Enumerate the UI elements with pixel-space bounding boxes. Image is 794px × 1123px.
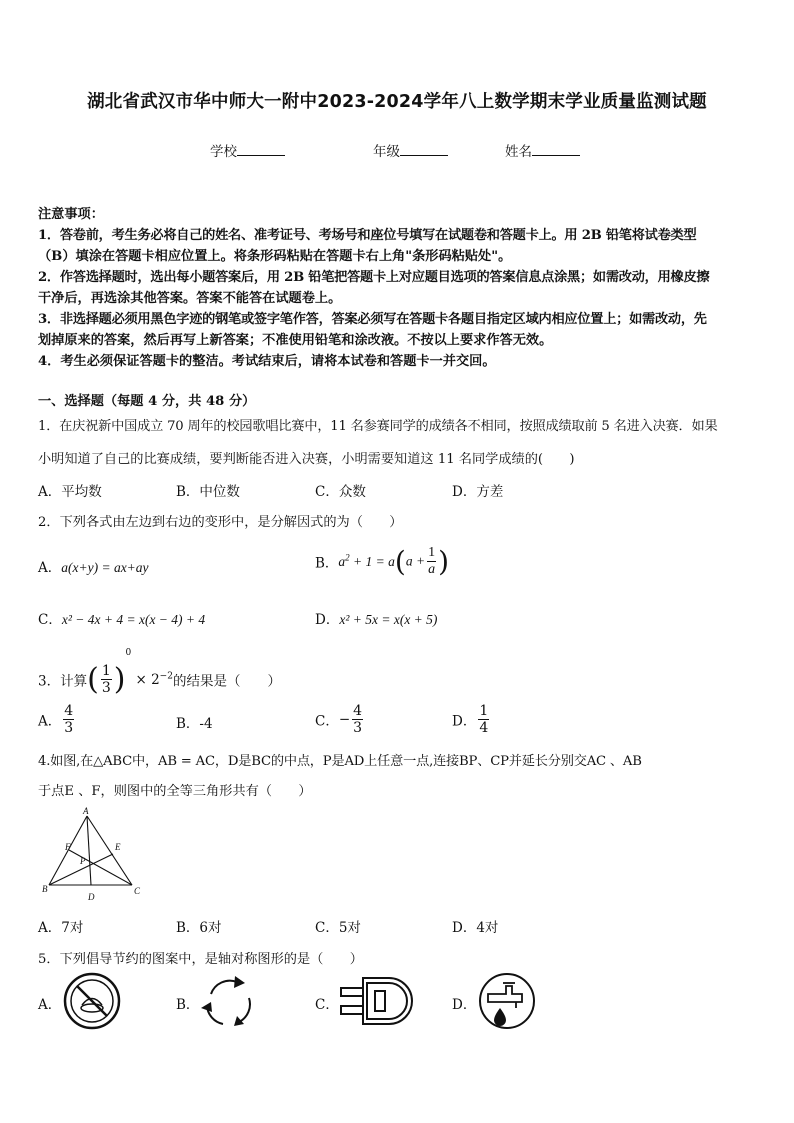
q1-option-d: D．方差 xyxy=(452,484,504,500)
q3-option-b: B．-4 xyxy=(176,716,213,732)
label-b: B xyxy=(42,884,48,894)
q3-option-c: C．− $\frac{4}{3}$ xyxy=(315,703,363,736)
label-f: F xyxy=(65,842,71,852)
save-water-faucet-icon xyxy=(476,972,538,1030)
notes-line: 1．答卷前，考生务必将自己的姓名、准考证号、考场号和座位号填写在试题卷和答题卡上。用 2B 铅笔将试卷类型 xyxy=(38,228,697,243)
label-e: E xyxy=(115,842,121,852)
q3-option-d: D． $\frac{1}{4}$ xyxy=(452,703,489,736)
q5-option-c: C． xyxy=(315,997,339,1013)
q4-stem-line2: 于点E 、F，则图中的全等三角形共有（ ） xyxy=(38,784,312,799)
q4-option-b: B．6对 xyxy=(176,920,222,936)
page-title: 湖北省武汉市华中师大一附中2023-2024学年八上数学期末学业质量监测试题 xyxy=(87,92,707,112)
q2-option-c: C．x² − 4x + 4 = x(x − 4) + 4 xyxy=(38,612,206,628)
q5-option-b: B． xyxy=(176,997,200,1013)
q4-option-a: A．7对 xyxy=(38,920,84,936)
notes-line: 4．考生必须保证答题卡的整洁。考试结束后，请将本试卷和答题卡一并交回。 xyxy=(38,354,496,369)
q1-option-b: B．中位数 xyxy=(176,484,240,500)
label-p: P xyxy=(80,856,86,866)
q4-option-d: D．4对 xyxy=(452,920,499,936)
q2-stem: 2．下列各式由左边到右边的变形中，是分解因式的为（ ） xyxy=(38,515,403,530)
notes-line: 干净后，再选涂其他答案。答案不能答在试题卷上。 xyxy=(38,291,342,306)
power-plug-icon xyxy=(337,974,417,1030)
notes-heading: 注意事项： xyxy=(38,207,104,222)
q5-stem: 5．下列倡导节约的图案中，是轴对称图形的是（ ） xyxy=(38,952,363,967)
name-field: 姓名 xyxy=(505,140,580,160)
q3-option-a: A． $\frac{4}{3}$ xyxy=(38,703,74,736)
q5-option-a: A． xyxy=(38,997,62,1013)
q5-option-d: D． xyxy=(452,997,477,1013)
recycle-arrows-icon xyxy=(197,972,261,1030)
label-c: C xyxy=(134,886,141,896)
label-a: A xyxy=(83,806,89,816)
notes-line: 划掉原来的答案，然后再写上新答案；不准使用铅笔和涂改液。不按以上要求作答无效。 xyxy=(38,333,553,348)
q4-stem-line1: 4.如图,在△ABC中，AB = AC，D是BC的中点，P是AD上任意一点,连接BP、CP并延长分别交AC 、AB xyxy=(38,754,642,769)
q1-stem-line1: 1．在庆祝新中国成立 70 周年的校园歌唱比赛中，11 名参赛同学的成绩各不相同，按照成绩取前 5 名进入决赛．如果 xyxy=(38,419,718,434)
grade-field: 年级 xyxy=(373,140,448,160)
q2-option-d: D．x² + 5x = x(x + 5) xyxy=(315,612,438,628)
q1-stem-line2: 小明知道了自己的比赛成绩，要判断能否进入决赛，小明需要知道这 11 名同学成绩的( ) xyxy=(38,452,575,467)
q3-stem: 3．计算( $\frac{1}{3}$ )$^0 \times 2^{-2}$的结果是（ ） xyxy=(38,648,281,697)
notes-line: 2．作答选择题时，选出每小题答案后，用 2B 铅笔把答题卡上对应题目选项的答案信息点涂黑；如需改动，用橡皮擦 xyxy=(38,270,710,285)
q4-option-c: C．5对 xyxy=(315,920,361,936)
notes-line: （B）填涂在答题卡相应位置上。将条形码粘贴在答题卡右上角"条形码粘贴处"。 xyxy=(38,249,512,264)
no-food-waste-icon xyxy=(62,972,122,1030)
q2-option-b: B．$a^2 + 1 = a(a$ + $\frac{1}{a}$ ) xyxy=(315,545,450,578)
q2-option-a: A．a(x+y) = ax+ay xyxy=(38,560,149,576)
triangle-figure xyxy=(36,808,146,902)
q1-option-c: C．众数 xyxy=(315,484,366,500)
section-heading: 一、选择题（每题 4 分，共 48 分） xyxy=(38,394,256,409)
notes-line: 3．非选择题必须用黑色字迹的钢笔或签字笔作答，答案必须写在答题卡各题目指定区域内相应位置上；如需改动，先 xyxy=(38,312,707,327)
q1-option-a: A．平均数 xyxy=(38,484,102,500)
label-d: D xyxy=(88,892,95,902)
school-field: 学校 xyxy=(210,140,285,160)
